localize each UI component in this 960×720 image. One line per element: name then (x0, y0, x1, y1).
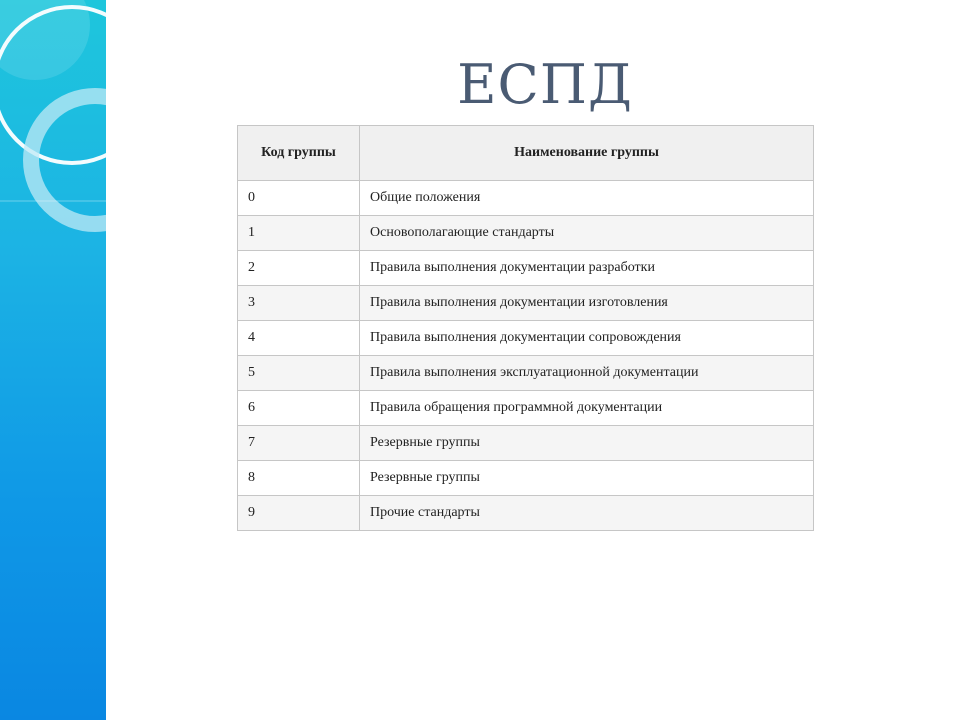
cell-code: 5 (238, 356, 360, 391)
table-row (238, 391, 814, 426)
decorative-circles-graphic (0, 0, 106, 720)
cell-name: Правила выполнения эксплуатационной документации (360, 356, 814, 391)
table-row (238, 286, 814, 321)
cell-name: Правила обращения программной документации (360, 391, 814, 426)
cell-code: 7 (238, 426, 360, 461)
cell-name: Резервные группы (360, 461, 814, 496)
decorative-side-band (0, 0, 106, 720)
cell-name: Общие положения (360, 181, 814, 216)
cell-name: Правила выполнения документации разработки (360, 251, 814, 286)
table-row (238, 426, 814, 461)
column-header-code: Код группы (238, 126, 360, 181)
table-row (238, 216, 814, 251)
table-row (238, 356, 814, 391)
cell-code: 0 (238, 181, 360, 216)
slide-title: ЕСПД (457, 53, 633, 116)
cell-name: Резервные группы (360, 426, 814, 461)
cell-code: 3 (238, 286, 360, 321)
column-header-name: Наименование группы (360, 126, 814, 181)
cell-name: Прочие стандарты (360, 496, 814, 531)
cell-code: 4 (238, 321, 360, 356)
table-row (238, 321, 814, 356)
table-row (238, 181, 814, 216)
cell-name: Основополагающие стандарты (360, 216, 814, 251)
espd-groups-table (237, 125, 814, 531)
table-row (238, 496, 814, 531)
cell-code: 2 (238, 251, 360, 286)
cell-code: 1 (238, 216, 360, 251)
cell-name: Правила выполнения документации сопровождения (360, 321, 814, 356)
cell-code: 8 (238, 461, 360, 496)
cell-name: Правила выполнения документации изготовления (360, 286, 814, 321)
table-row (238, 461, 814, 496)
table-row (238, 251, 814, 286)
cell-code: 9 (238, 496, 360, 531)
table-header-row (238, 126, 814, 181)
cell-code: 6 (238, 391, 360, 426)
decorative-disc-top (0, 0, 90, 80)
